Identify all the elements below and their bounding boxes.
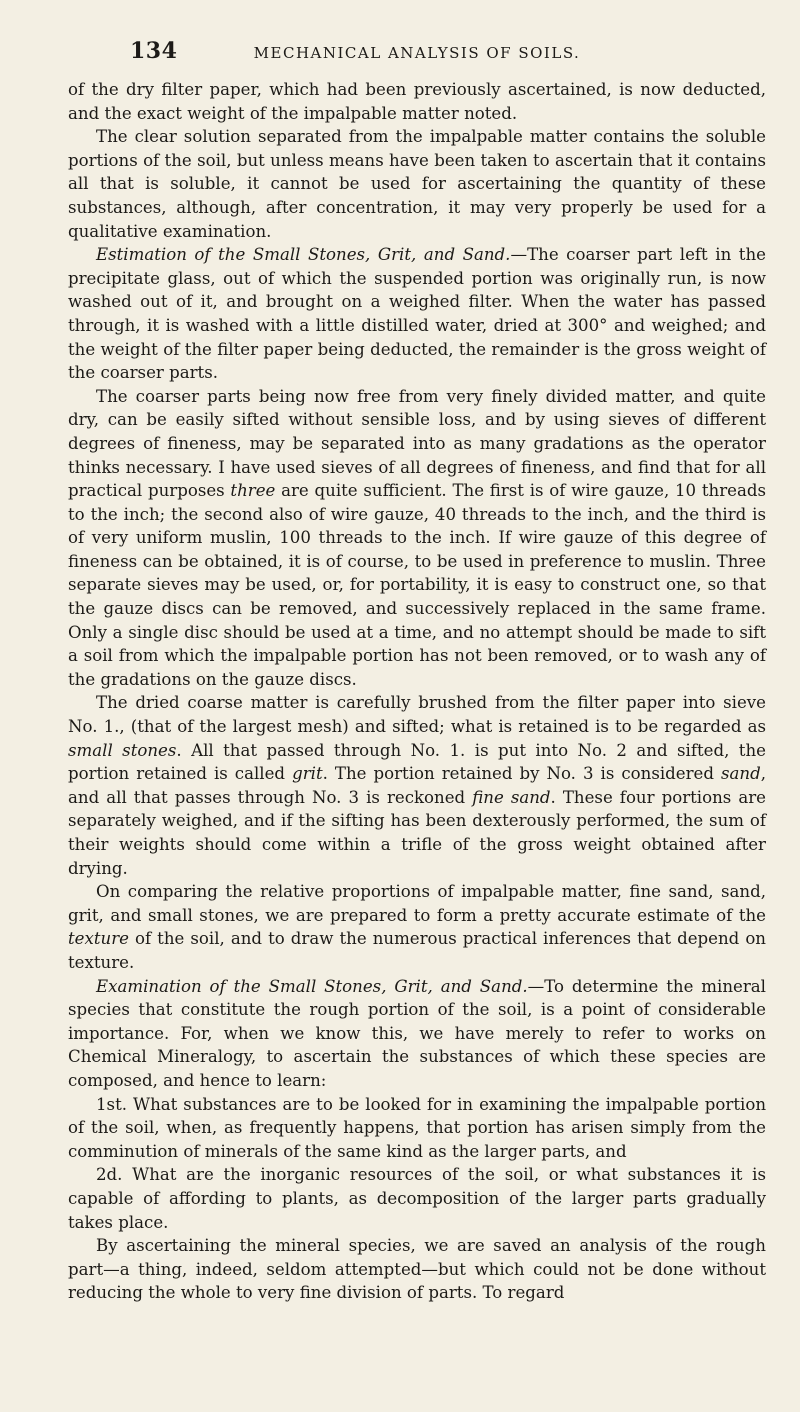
paragraph — [68, 975, 766, 1093]
paragraph-text: 1st. What substances are to be looked for in examining the impalpable portion of the soil, when, as frequently happens, that portion has arisen simply from the comminution of minerals of the same kind as the larger parts, and — [68, 1094, 766, 1161]
paragraph — [68, 125, 766, 243]
paragraph-text: —To determine the mineral species that constitute the rough portion of the soil, is a point of considerable importance. For, when we know this, we have merely to refer to works on Chemical Mineralogy, to ascertain the substances of which these species are composed, and hence to learn: — [68, 976, 766, 1090]
running-head: MECHANICAL ANALYSIS OF SOILS. — [253, 44, 581, 62]
paragraph — [68, 1234, 766, 1305]
paragraph-text: On comparing the relative proportions of impalpable matter, fine sand, sand, grit, and small stones, we are prepared to form a pretty accurate estimate of the texture of the soil, and to draw the numerous practical inferences that depend on texture. — [68, 882, 766, 972]
paragraph-text: of the dry filter paper, which had been previously ascertained, is now deducted, and the exact weight of the impalpable matter noted. — [68, 80, 766, 123]
paragraph — [68, 243, 766, 385]
section-heading: Estimation of the Small Stones, Grit, and Sand. — [96, 245, 511, 265]
paragraph-text: The coarser parts being now free from very finely divided matter, and quite dry, can be easily sifted without sensible loss, and by using sieves of different degrees of fineness, may be separated into as many gradations as the operator thinks necessary. I have used sieves of all degrees of fineness, and find that for all practical purposes three are quite sufficient. The first is of wire gauze, 10 threads to the inch; the second also of wire gauze, 40 threads to the inch, and the third is of very uniform muslin, 100 threads to the inch. If wire gauze of this degree of fineness can be obtained, it is of course, to be used in preference to muslin. Three separate sieves may be used, or, for portability, it is easy to construct one, so that the gauze discs can be removed, and successively replaced in the same frame. Only a single disc should be used at a time, and no attempt should be made to sift a soil from which the impalpable portion has not been removed, or to wash any of the gradations on the gauze discs. — [68, 386, 766, 689]
paragraph — [68, 385, 766, 692]
paragraph — [68, 78, 766, 125]
body-text — [68, 78, 766, 1305]
paragraph-text: 2d. What are the inorganic resources of the soil, or what substances it is capable of affording to plants, as decomposition of the larger parts gradually takes place. — [68, 1165, 766, 1232]
section-heading: Examination of the Small Stones, Grit, and Sand. — [96, 976, 528, 996]
paragraph — [68, 1093, 766, 1164]
page-number: 134 — [130, 38, 178, 64]
paragraph-text: The clear solution separated from the impalpable matter contains the soluble portions of the soil, but unless means have been taken to ascertain that it contains all that is soluble, it cannot be used for ascertaining the quantity of these substances, although, after concentration, it may very properly be used for a qualitative examination. — [68, 127, 766, 241]
page-header — [68, 38, 766, 78]
paragraph — [68, 691, 766, 880]
paragraph-text: The dried coarse matter is carefully brushed from the filter paper into sieve No. 1., (that of the largest mesh) and sifted; what is retained is to be regarded as small stones. All that passed through No. 1. is put into No. 2 and sifted, the portion retained is called grit. The portion retained by No. 3 is considered sand, and all that passes through No. 3 is reckoned fine sand. These four portions are separately weighed, and if the sifting has been dexterously performed, the sum of their weights should come within a trifle of the gross weight obtained after drying. — [68, 693, 767, 878]
paragraph — [68, 880, 766, 974]
paragraph-text: By ascertaining the mineral species, we are saved an analysis of the rough part—a thing, indeed, seldom attempted—but which could not be done without reducing the whole to very fine division of parts. To regard — [68, 1236, 766, 1303]
paragraph — [68, 1163, 766, 1234]
paragraph-text: —The coarser part left in the precipitate glass, out of which the suspended portion was originally run, is now washed out of it, and brought on a weighed filter. When the water has passed through, it is washed with a little distilled water, dried at 300° and weighed; and the weight of the filter paper being deducted, the remainder is the gross weight of the coarser parts. — [68, 245, 766, 383]
